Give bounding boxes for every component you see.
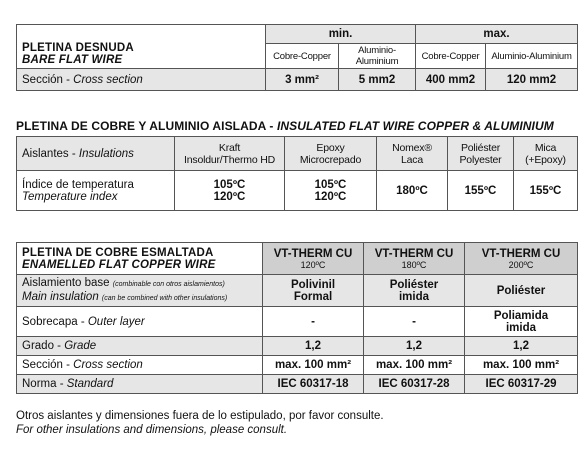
standard-label-es: Norma bbox=[22, 378, 57, 390]
temp-epoxy-l1: 105ºC bbox=[314, 178, 347, 191]
col-vt-therm-200 bbox=[465, 243, 578, 275]
col-aluminio-min: Aluminio-Aluminium bbox=[339, 44, 416, 69]
main-insulation-200: Poliéster bbox=[465, 275, 578, 307]
col-poliester bbox=[448, 137, 514, 171]
outer-layer-180: - bbox=[364, 307, 465, 337]
insulations-label-en: Insulations bbox=[78, 147, 134, 160]
cross-section-label-es: Sección bbox=[22, 73, 63, 86]
insulated-title-en: INSULATED FLAT WIRE COPPER & ALUMINIUM bbox=[276, 119, 554, 133]
enamelled-title-es: PLETINA DE COBRE ESMALTADA bbox=[22, 246, 214, 259]
standard-label-en: Standard bbox=[66, 378, 114, 390]
temp-mica: 155ºC bbox=[514, 171, 578, 211]
main-insulation-120-l1: Polivinil bbox=[290, 278, 336, 291]
standard-label: Norma - Standard bbox=[17, 375, 263, 394]
grade-200: 1,2 bbox=[465, 337, 578, 356]
col-nomex-l2: Laca bbox=[401, 153, 423, 166]
outer-layer-label-en: Outer layer bbox=[87, 315, 145, 328]
col-cobre-max: Cobre-Copper bbox=[416, 44, 486, 69]
standard-120: IEC 60317-18 bbox=[263, 375, 364, 394]
insulations-label: Aislantes - Insulations bbox=[17, 137, 175, 171]
outer-layer-120: - bbox=[263, 307, 364, 337]
temp-kraft bbox=[175, 171, 285, 211]
bare-wire-title-en: BARE FLAT WIRE bbox=[22, 54, 123, 66]
col-vt-therm-120-temp: 120ºC bbox=[300, 259, 326, 270]
col-vt-therm-200-name: VT-THERM CU bbox=[481, 247, 561, 260]
enamelled-cross-section-label-es: Sección bbox=[22, 359, 63, 371]
col-vt-therm-120 bbox=[263, 243, 364, 275]
col-epoxy bbox=[285, 137, 377, 171]
footnote bbox=[16, 409, 384, 437]
standard-180: IEC 60317-28 bbox=[364, 375, 465, 394]
col-aluminio-max: Aluminio-Aluminium bbox=[486, 44, 578, 69]
col-poliester-l1: Poliéster bbox=[460, 141, 501, 154]
main-insulation-label-es: Aislamiento base bbox=[22, 276, 110, 289]
bare-wire-title-es: PLETINA DESNUDA bbox=[22, 42, 134, 54]
temp-kraft-l2: 120ºC bbox=[213, 190, 246, 203]
col-mica bbox=[514, 137, 578, 171]
cross-section-120: max. 100 mm² bbox=[263, 356, 364, 375]
outer-layer-label: Sobrecapa - Outer layer bbox=[17, 307, 263, 337]
enamelled-cross-section-label-en: Cross section bbox=[73, 359, 143, 371]
temperature-label bbox=[17, 171, 175, 211]
col-nomex-l1: Nomex® bbox=[392, 141, 432, 154]
main-insulation-120-l2: Formal bbox=[293, 290, 333, 303]
max-header: max. bbox=[416, 25, 578, 44]
col-poliester-l2: Polyester bbox=[459, 153, 502, 166]
enamelled-title-en: ENAMELLED FLAT COPPER WIRE bbox=[22, 258, 216, 271]
col-nomex bbox=[377, 137, 448, 171]
main-insulation-180-l2: imida bbox=[398, 290, 430, 303]
temp-kraft-l1: 105ºC bbox=[213, 178, 246, 191]
bare-wire-table bbox=[16, 24, 578, 91]
enamelled-title-cell bbox=[17, 243, 263, 275]
main-insulation-label bbox=[17, 275, 263, 307]
main-insulation-180-l1: Poliéster bbox=[389, 278, 439, 291]
grade-label-en: Grade bbox=[64, 340, 97, 352]
footnote-es: Otros aislantes y dimensiones fuera de lo estipulado, por favor consulte. bbox=[16, 410, 384, 422]
standard-200: IEC 60317-29 bbox=[465, 375, 578, 394]
value-cobre-max: 400 mm2 bbox=[416, 69, 486, 91]
col-vt-therm-180-temp: 180ºC bbox=[401, 259, 427, 270]
grade-120: 1,2 bbox=[263, 337, 364, 356]
enamelled-cross-section-label: Sección - Cross section bbox=[17, 356, 263, 375]
temp-poliester: 155ºC bbox=[448, 171, 514, 211]
col-vt-therm-180 bbox=[364, 243, 465, 275]
outer-layer-200-l2: imida bbox=[505, 321, 537, 334]
footnote-en: For other insulations and dimensions, please consult. bbox=[16, 424, 288, 436]
main-insulation-label-en: Main insulation bbox=[22, 290, 99, 303]
insulated-title-es: PLETINA DE COBRE Y ALUMINIO AISLADA bbox=[16, 119, 266, 133]
outer-layer-200 bbox=[465, 307, 578, 337]
cross-section-200: max. 100 mm² bbox=[465, 356, 578, 375]
temperature-label-es: Índice de temperatura bbox=[22, 178, 134, 191]
main-insulation-180 bbox=[364, 275, 465, 307]
main-insulation-note-en: (can be combined with other insulations) bbox=[101, 294, 228, 302]
temp-epoxy-l2: 120ºC bbox=[314, 190, 347, 203]
col-vt-therm-180-name: VT-THERM CU bbox=[374, 247, 454, 260]
insulated-table bbox=[16, 136, 578, 211]
col-vt-therm-200-temp: 200ºC bbox=[508, 259, 534, 270]
temperature-label-en: Temperature index bbox=[22, 190, 118, 203]
col-kraft bbox=[175, 137, 285, 171]
outer-layer-200-l1: Poliamida bbox=[493, 309, 549, 322]
grade-label-es: Grado bbox=[22, 340, 54, 352]
cross-section-180: max. 100 mm² bbox=[364, 356, 465, 375]
min-header: min. bbox=[266, 25, 416, 44]
main-insulation-note-es: (combinable con otros aislamientos) bbox=[112, 280, 225, 288]
cross-section-label-en: Cross section bbox=[73, 73, 143, 86]
outer-layer-label-es: Sobrecapa bbox=[22, 315, 78, 328]
grade-label: Grado - Grade bbox=[17, 337, 263, 356]
insulations-label-es: Aislantes bbox=[22, 147, 69, 160]
col-mica-l1: Mica bbox=[534, 141, 557, 154]
grade-180: 1,2 bbox=[364, 337, 465, 356]
main-insulation-120 bbox=[263, 275, 364, 307]
value-cobre-min: 3 mm² bbox=[266, 69, 339, 91]
value-aluminio-min: 5 mm2 bbox=[339, 69, 416, 91]
temp-nomex: 180ºC bbox=[377, 171, 448, 211]
insulated-section-title: PLETINA DE COBRE Y ALUMINIO AISLADA - INSULATED FLAT WIRE COPPER & ALUMINIUM bbox=[16, 119, 554, 133]
value-aluminio-max: 120 mm2 bbox=[486, 69, 578, 91]
enamelled-table bbox=[16, 242, 578, 394]
col-mica-l2: (+Epoxy) bbox=[525, 153, 566, 166]
col-epoxy-l1: Epoxy bbox=[316, 141, 345, 154]
col-kraft-l2: Insoldur/Thermo HD bbox=[184, 153, 275, 166]
col-epoxy-l2: Microcrepado bbox=[299, 153, 362, 166]
cross-section-label: Sección - Cross section bbox=[17, 69, 266, 91]
bare-wire-title-cell bbox=[17, 25, 266, 69]
col-kraft-l1: Kraft bbox=[218, 141, 241, 154]
col-vt-therm-120-name: VT-THERM CU bbox=[273, 247, 353, 260]
col-cobre-min: Cobre-Copper bbox=[266, 44, 339, 69]
temp-epoxy bbox=[285, 171, 377, 211]
